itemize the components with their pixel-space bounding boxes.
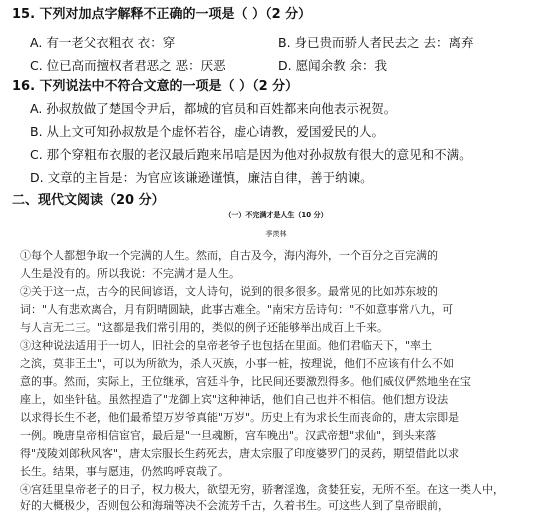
passage-line: 好的大概极少，否则包公和海瑞等决不会流芳千古，久着书生。可这些人到了皇帝眼前， <box>20 499 449 512</box>
passage-line: 得"茂陵刘郎秋风客"，唐太宗服长生药死去，唐太宗服了印度婆罗门的灵药，期望借此以求 <box>20 447 460 460</box>
passage-line: ④宫廷里皇帝老子的日子，权力极大，欲望无穷，骄奢淫逸，贪婪狂妄，无所不至。在这一类人中， <box>20 483 504 496</box>
passage-line: 长生。结果，事与愿违，仍然呜呼哀哉了。 <box>20 465 229 478</box>
passage-line: 以求得长生不老，他们最希望万岁爷真能"万岁"。历史上有为求长生而丧命的，唐太宗即是 <box>20 411 460 424</box>
passage-line: 与人言无二三。"这都是我们常引用的，类似的例子还能够举出成百上千来。 <box>20 321 389 334</box>
q15-option-c: C. 位已高而擅权者君恶之 恶：厌恶 <box>30 58 226 73</box>
q15-option-d: D. 愿闻余教 余：我 <box>278 58 388 73</box>
passage-line: 意的事。然而，实际上，王位继承，宫廷斗争，比民间还要激烈得多。他们威仪俨然地坐在宝 <box>20 375 471 388</box>
q16-option-b: B. 从上文可知孙叔敖是个虚怀若谷，虚心请教，爱国爱民的人。 <box>30 124 385 139</box>
passage-line: 词："人有悲欢离合，月有阴晴圆缺，此事古难全。"南宋方岳诗句："不如意事常八九，可 <box>20 303 454 316</box>
section-heading: 二、现代文阅读（20 分） <box>12 193 165 208</box>
passage-line: 座上，如坐针毡。虽然捏造了"龙御上宾"这种神话，他们自己也并不相信。他们想方设法 <box>20 393 449 406</box>
passage-title: （一）不完满才是人生（10 分） <box>224 211 328 219</box>
passage-author: 季羡林 <box>265 230 287 238</box>
q15-option-b: B. 身已贵而骄人者民去之 去：离弃 <box>278 35 474 50</box>
passage-line: ①每个人都想争取一个完满的人生。然而，自古及今，海内海外，一个百分之百完满的 <box>20 249 438 262</box>
q16-option-c: C. 那个穿粗布衣服的老汉最后跑来吊唁是因为他对孙叔敖有很大的意见和不满。 <box>30 147 472 162</box>
passage-line: ③这种说法适用于一切人，旧社会的皇帝老爷子也包括在里面。他们君临天下，"率土 <box>20 339 433 352</box>
passage-line: ②关于这一点，古今的民间谚语，文人诗句，说到的很多很多。最常见的比如苏东坡的 <box>20 285 438 298</box>
question-15-title: 15. 下列对加点字解释不正确的一项是（ ）（2 分） <box>12 7 312 22</box>
question-16-title: 16. 下列说法中不符合文意的一项是（ ）（2 分） <box>12 79 299 94</box>
q16-option-d: D. 文章的主旨是：为官应该谦逊谨慎，廉洁自律，善于纳谏。 <box>30 170 373 185</box>
passage-line: 之滨，莫非王土"，可以为所欲为，杀人灭族，小事一桩，按理说，他们不应该有什么不如 <box>20 357 455 370</box>
q16-option-a: A. 孙叔敖做了楚国令尹后，都城的官员和百姓都来向他表示祝贺。 <box>30 101 397 116</box>
q15-option-a: A. 有一老父衣粗衣 衣：穿 <box>30 35 176 50</box>
passage-line: 人生是没有的。所以我说：不完满才是人生。 <box>20 267 240 280</box>
passage-line: 一例。晚唐皇帝相信宦官，最后是"一旦魂断，宫车晚出"。汉武帝想"求仙"，到头来落 <box>20 429 437 442</box>
